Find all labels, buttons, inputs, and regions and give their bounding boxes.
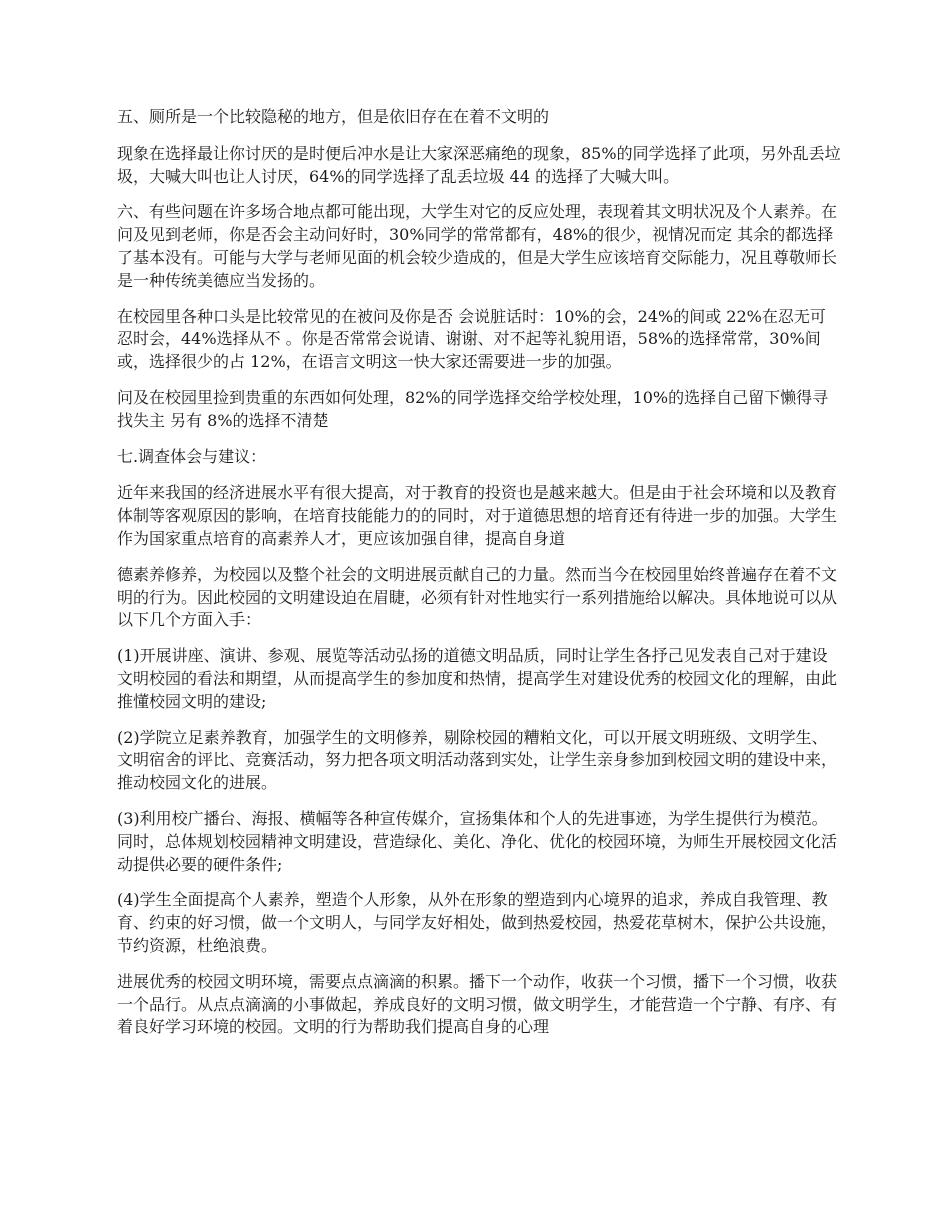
paragraph-lost-items: 问及在校园里捡到贵重的东西如何处理，82%的同学选择交给学校处理，10%的选择自己留下懒得寻找失主 另有 8%的选择不清楚 xyxy=(117,387,829,430)
paragraph-toilet-behavior: 现象在选择最让你讨厌的是时便后冲水是让大家深恶痛绝的现象，85%的同学选择了此项，另外乱丢垃圾，大喊大叫也让人讨厌，64%的同学选择了乱丢垃圾 44 的选择了大喊大叫。 xyxy=(117,143,841,186)
section-six-paragraph: 六、有些问题在许多场合地点都可能出现，大学生对它的反应处理，表现着其文明状况及个人素养。在问及见到老师，你是否会主动问好时，30%同学的常常都有，48%的很少，视情况而定 其余的都选择了基本没有。可能与大学与老师见面的机会较少造成的，但是大学生应该培育交际能力，况且尊敬师长是一种传统美德应当发扬的。 xyxy=(117,202,838,290)
suggestion-item-3: (3)利用校广播台、海报、横幅等各种宣传媒介，宣扬集体和个人的先进事迹，为学生提供行为模范。同时，总体规划校园精神文明建设，营造绿化、美化、净化、优化的校园环境，为师生开展校园文化活动提供必要的硬件条件; xyxy=(117,808,838,874)
section-seven-heading: 七.调查体会与建议： xyxy=(117,446,267,466)
paragraph-language-civility: 在校园里各种口头是比较常见的在被问及你是否 会说脏话时：10%的会，24%的间或 22%在忍无可忍时会，44%选择从不 。你是否常常会说请、谢谢、对不起等礼貌用语，58%的选择常常，30%间或，选择很少的占 12%，在语言文明这一快大家还需要进一步的加强。 xyxy=(117,306,826,372)
suggestion-item-4: (4)学生全面提高个人素养，塑造个人形象，从外在形象的塑造到内心境界的追求，养成自我管理、教育、约束的好习惯，做一个文明人，与同学友好相处，做到热爱校园，热爱花草树木，保护公共设施，节约资源，杜绝浪费。 xyxy=(117,890,838,955)
section-five-heading: 五、厕所是一个比较隐秘的地方，但是依旧存在在着不文明的 xyxy=(117,107,550,126)
suggestion-item-2: (2)学院立足素养教育，加强学生的文明修养，剔除校园的糟粕文化，可以开展文明班级、文明学生、文明宿舍的评比、竞赛活动，努力把各项文明活动落到实处，让学生亲身参加到校园文明的建设中来，推动校园文化的进展。 xyxy=(117,727,838,793)
document-page xyxy=(117,106,841,1052)
paragraph-background: 近年来我国的经济进展水平有很大提高，对于教育的投资也是越来越大。但是由于社会环境和以及教育体制等客观原因的影响，在培育技能能力的的同时，对于道德思想的培育还有待进一步的加强。大学生作为国家重点培育的高素养人才，更应该加强自律，提高自身道 xyxy=(117,483,838,548)
paragraph-conclusion: 进展优秀的校园文明环境，需要点点滴滴的积累。播下一个动作，收获一个习惯，播下一个习惯，收获一个品行。从点点滴滴的小事做起，养成良好的文明习惯，做文明学生，才能营造一个宁静、有序、有着良好学习环境的校园。文明的行为帮助我们提高自身的心理 xyxy=(117,971,838,1037)
suggestion-item-1: (1)开展讲座、演讲、参观、展览等活动弘扬的道德文明品质，同时让学生各抒己见发表自己对于建设文明校园的看法和期望，从而提高学生的参加度和热情，提高学生对建设优秀的校园文化的理解，由此推懂校园文明的建设; xyxy=(117,646,838,711)
paragraph-measures-intro: 德素养修养，为校园以及整个社会的文明进展贡献自己的力量。然而当今在校园里始终普遍存在着不文明的行为。因此校园的文明建设迫在眉睫，必须有针对性地实行一系列措施给以解决。具体地说可以从以下几个方面入手： xyxy=(117,564,838,630)
